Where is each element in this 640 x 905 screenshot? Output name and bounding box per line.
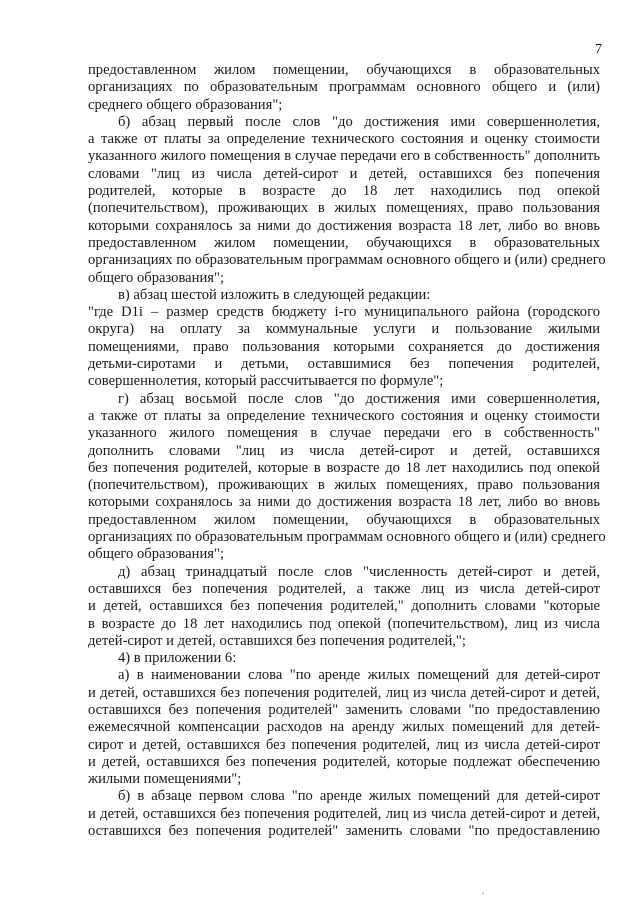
text-line: 4) в приложении 6: (118, 650, 237, 667)
text-line: которыми сохранялось за ними до достижения возраста 18 лет, либо во вновь (88, 494, 600, 511)
text-line: которыми сохранялось за ними до достижения возраста 18 лет, либо во вновь (88, 217, 600, 234)
text-line: без попечения родителей, которые в возрасте до 18 лет находились под опекой (88, 459, 600, 476)
text-line: б) в абзаце первом слова "по аренде жилых помещений для детей-сирот (118, 788, 600, 805)
text-line: (попечительством), проживающих в жилых помещениях, право пользования (88, 200, 600, 217)
text-line: и детей, оставшихся без попечения родителей, лиц из числа детей-сирот и детей, (88, 684, 600, 701)
text-line: "где D1i – размер средств бюджету i-го муниципального района (городского (88, 304, 600, 321)
text-line: оставшихся без попечения родителей" заменить словами "по предоставлению (88, 823, 600, 840)
text-line: и детей, оставшихся без попечения родителей, которые подлежат обеспечению (88, 753, 600, 770)
text-line: сирот и детей, оставшихся без попечения родителей, лиц из числа детей-сирот (88, 736, 600, 753)
text-line: организациях по образовательным программам основного общего и (или) среднего (88, 529, 606, 546)
stray-mark: . (482, 886, 485, 897)
text-line: указанного жилого помещения в случае передачи его в собственность" (88, 425, 600, 442)
text-line: предоставленном жилом помещении, обучающихся в образовательных (88, 511, 600, 528)
text-line: совершеннолетия, который рассчитывается по формуле"; (88, 373, 444, 390)
text-line: в возрасте до 18 лет находились под опекой (попечительством), лиц из числа (88, 615, 600, 632)
text-line: оставшихся без попечения родителей" заменить словами "по предоставлению (88, 701, 600, 718)
text-line: (попечительством), проживающих в жилых помещениях, право пользования (88, 477, 600, 494)
text-line: б) абзац первый после слов "до достижения ими совершеннолетия, (118, 113, 600, 130)
text-line: среднего общего образования"; (88, 96, 283, 113)
text-line: словами "лиц из числа детей-сирот и детей, оставшихся без попечения (88, 165, 600, 182)
document-body (88, 62, 606, 840)
page-number: 7 (595, 42, 602, 57)
text-line: родителей, которые в возрасте до 18 лет находились под опекой (88, 183, 600, 200)
text-line: и детей, оставшихся без попечения родителей," дополнить словами "которые (88, 598, 600, 615)
text-line: ежемесячной компенсации расходов на аренду жилых помещений для детей- (88, 719, 600, 736)
text-line: д) абзац тринадцатый после слов "численность детей-сирот и детей, (118, 563, 600, 580)
text-line: общего образования"; (88, 269, 224, 286)
text-line: оставшихся без попечения родителей, а также лиц из числа детей-сирот (88, 580, 600, 597)
text-line: предоставленном жилом помещении, обучающихся в образовательных (88, 234, 600, 251)
text-line: организациях по образовательным программам основного общего и (или) среднего (88, 252, 606, 269)
text-line: и детей, оставшихся без попечения родителей, лиц из числа детей-сирот и детей, (88, 805, 600, 822)
text-line: а также от платы за определение технического состояния и оценку стоимости (88, 131, 600, 148)
text-line: общего образования"; (88, 546, 224, 563)
text-line: детьми-сиротами и детьми, оставшимися без попечения родителей, (88, 356, 600, 373)
text-line: дополнить словами "лиц из числа детей-сирот и детей, оставшихся (88, 442, 600, 459)
text-line: г) абзац восьмой после слов "до достижения ими совершеннолетия, (118, 390, 600, 407)
text-line: а также от платы за определение технического состояния и оценку стоимости (88, 407, 600, 424)
text-line: указанного жилого помещения в случае передачи его в собственность" дополнить (88, 148, 600, 165)
text-line: а) в наименовании слова "по аренде жилых помещений для детей-сирот (118, 667, 600, 684)
text-line: организациях по образовательным программам основного общего и (или) (88, 79, 600, 96)
text-line: помещениями, право пользования которыми сохраняется до достижения (88, 338, 600, 355)
text-line: жилыми помещениями"; (88, 771, 242, 788)
text-line: в) абзац шестой изложить в следующей редакции: (118, 286, 431, 303)
text-line: предоставленном жилом помещении, обучающихся в образовательных (88, 62, 600, 78)
text-line: детей-сирот и детей, оставшихся без попечения родителей,"; (88, 632, 466, 649)
text-line: округа) на оплату за коммунальные услуги и пользование жилыми (88, 321, 600, 338)
